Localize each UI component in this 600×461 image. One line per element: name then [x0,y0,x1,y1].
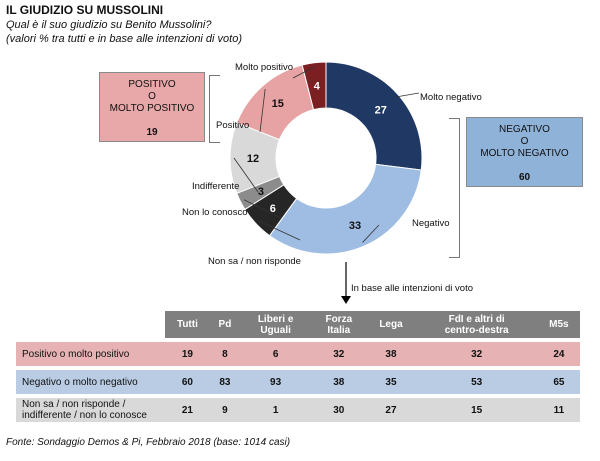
negative-box-line-3: MOLTO NEGATIVO [480,148,569,159]
table-cell-value: 15 [416,398,538,422]
column-header-line: Tutti [176,319,198,330]
negative-box-line-1: NEGATIVO [499,124,550,135]
table-cell-value: 65 [538,370,580,394]
row-label [16,342,165,366]
negative-box-line-2: O [520,136,529,147]
table-cell-value: 30 [311,398,366,422]
table-cell-value: 11 [538,398,580,422]
table-cell-value: 93 [240,370,311,394]
table-column-header [366,311,415,338]
table-cell-value: 38 [311,370,366,394]
positive-box-line-3: MOLTO POSITIVO [109,103,195,114]
table-column-header [416,311,538,338]
slice-category-label: Non sa / non risponde [208,256,301,267]
column-header-line: M5s [549,319,569,330]
negative-box-value: 60 [518,172,531,183]
slice-value-label: 3 [257,186,265,199]
table-cell-value: 35 [366,370,415,394]
slice-value-label: 6 [269,202,276,215]
row-label-line: Negativo o molto negativo [22,376,138,388]
slice-category-label: Non lo conosco [182,207,248,218]
table-cell-value: 21 [165,398,210,422]
column-header-line: Liberi e [257,313,294,325]
column-header-line: FdI e altri di [448,313,505,325]
positive-box-line-2: O [148,91,156,102]
table-row [16,370,580,394]
column-header-line: Italia [327,324,351,336]
table-column-header [240,311,311,338]
slice-category-label: Indifferente [192,181,240,192]
row-label-line: Non sa / non risponde / [22,399,126,410]
table-column-header [165,311,210,338]
table-cell-value: 9 [210,398,240,422]
slice-category-label: Molto positivo [235,62,294,73]
table-cell-value: 32 [416,342,538,366]
column-header-line: Lega [379,319,403,330]
slice-category-label: Molto negativo [420,92,482,103]
slice-category-label: Positivo [216,120,250,131]
table-cell-value: 38 [366,342,415,366]
table-cell-value: 19 [165,342,210,366]
arrow-label: In base alle intenzioni di voto [351,283,473,294]
donut-slice [270,164,422,254]
slice-value-label: 12 [246,153,260,165]
table-cell-value: 27 [366,398,415,422]
positive-box-line-1: POSITIVO [128,79,176,90]
table-corner [16,311,165,338]
table-cell-value: 1 [240,398,311,422]
table-cell-value: 8 [210,342,240,366]
source-note: Fonte: Sondaggio Demos & Pi, Febbraio 2018 (base: 1014 casi) [6,437,291,448]
table-column-header [538,311,580,338]
subtitle-note: (valori % tra tutti e in base alle intenzioni di voto) [6,33,243,45]
row-label [16,370,165,394]
subtitle-question: Qual è il suo giudizio su Benito Mussolini? [6,19,212,31]
positive-box-value: 19 [146,127,158,138]
table-cell-value: 60 [165,370,210,394]
column-header-line: centro-destra [444,324,509,336]
column-header-line: Uguali [260,324,291,336]
slice-value-label: 27 [374,104,387,117]
vote-intention-table [16,311,580,422]
table-cell-value: 53 [416,370,538,394]
column-header-line: Forza [325,313,353,325]
arrow-head [341,296,351,304]
row-label [16,398,165,422]
table-cell-value: 32 [311,342,366,366]
table-row [16,398,580,422]
table-column-header [311,311,366,338]
slice-value-label: 15 [271,98,284,111]
table-cell-value: 24 [538,342,580,366]
table-cell-value: 6 [240,342,311,366]
table-header-row [16,311,580,338]
table-column-header [210,311,240,338]
table-row [16,342,580,366]
slice-value-label: 4 [313,80,320,93]
slice-category-label: Negativo [412,218,450,229]
table-cell-value: 83 [210,370,240,394]
row-label-line: Positivo o molto positivo [22,348,130,360]
column-header-line: Pd [218,319,232,330]
chart-title: IL GIUDIZIO SU MUSSOLINI [6,3,164,17]
row-label-line: indifferente / non lo conosce [22,410,147,421]
slice-value-label: 33 [348,219,362,232]
